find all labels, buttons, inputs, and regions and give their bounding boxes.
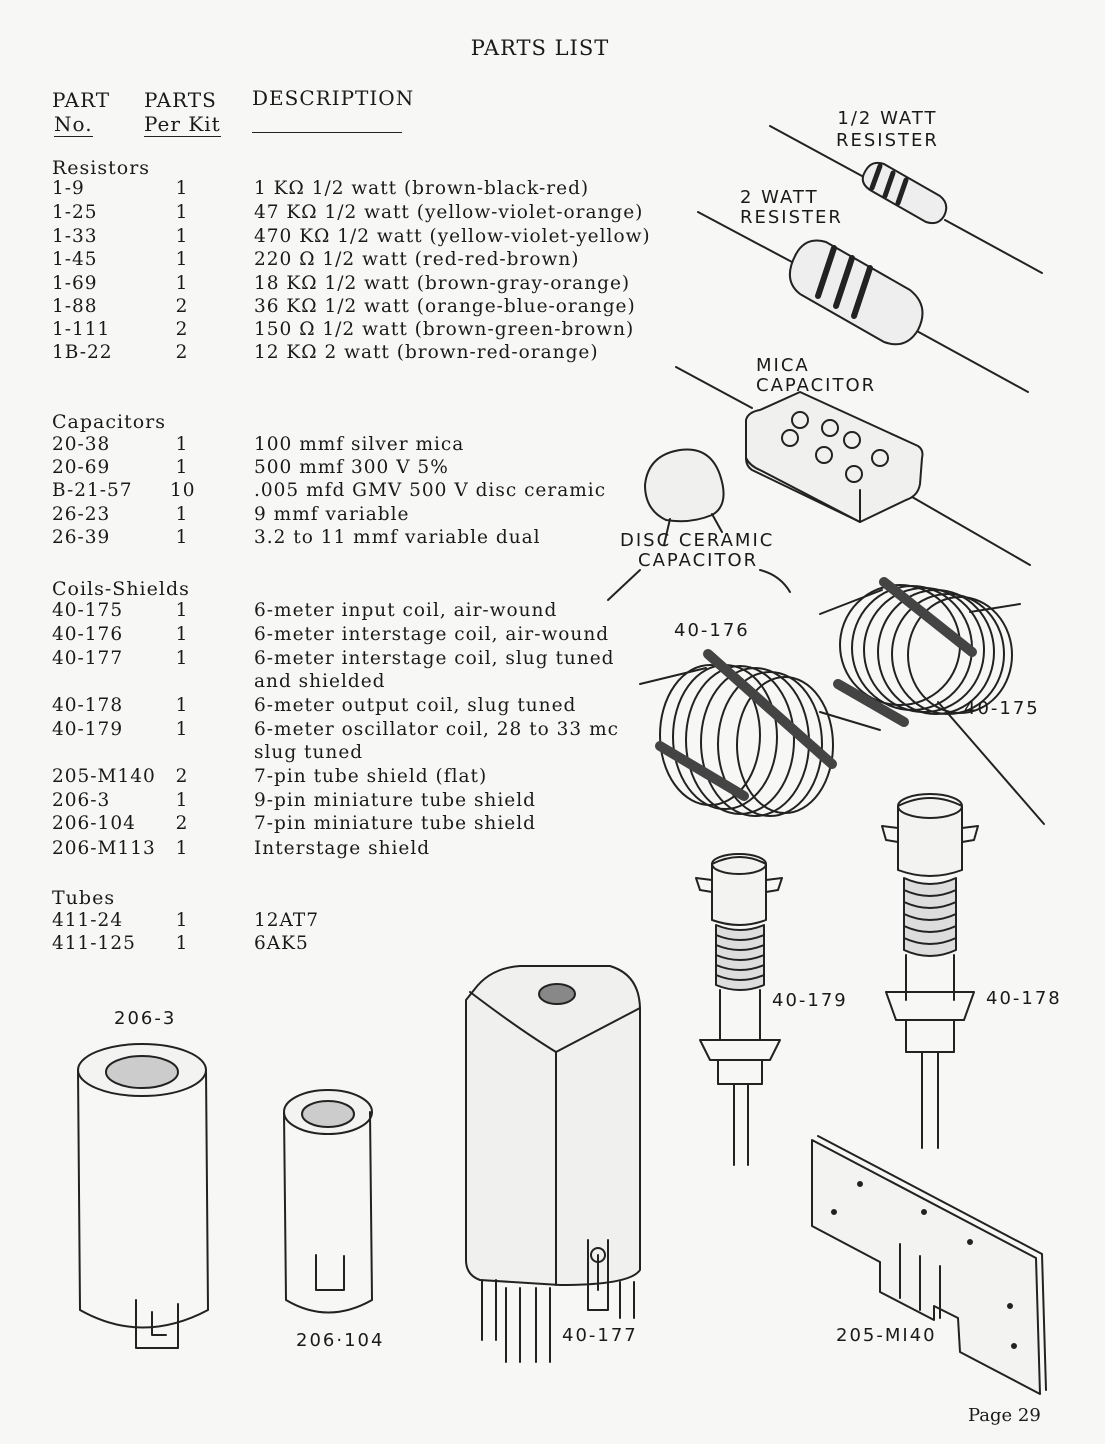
label-half-watt: 1/2 WATT RESISTER xyxy=(836,108,939,151)
label-plate-205-m140: 205-MI40 xyxy=(836,1325,937,1346)
header-parts-line1: PARTS xyxy=(144,88,217,112)
header-part-line1: PART xyxy=(52,88,111,112)
can-40-177-drawing xyxy=(466,966,640,1362)
plate-205-m140-drawing xyxy=(812,1136,1046,1394)
coil-40-179-drawing xyxy=(696,854,782,1165)
section-title-resistors: Resistors xyxy=(52,157,151,179)
coil-40-178-drawing xyxy=(882,794,978,1148)
label-two-watt: 2 WATT RESISTER xyxy=(740,187,843,228)
header-part-line2: No. xyxy=(54,112,93,136)
page-number: Page 29 xyxy=(968,1405,1041,1426)
label-coil-40-176: 40-176 xyxy=(674,620,750,641)
label-coil-40-175: 40-175 xyxy=(964,698,1040,719)
shield-206-104-drawing xyxy=(284,1090,372,1313)
section-title-tubes: Tubes xyxy=(52,887,116,909)
page-title: PARTS LIST xyxy=(470,36,610,60)
label-shield-206-104: 206·104 xyxy=(296,1330,385,1351)
label-can-40-177: 40-177 xyxy=(562,1325,638,1346)
header-description-text: DESCRIPTION xyxy=(252,86,415,110)
label-coil-40-179: 40-179 xyxy=(772,990,848,1011)
label-coil-40-178: 40-178 xyxy=(986,988,1062,1009)
header-parts-line2: Per Kit xyxy=(144,112,221,136)
coil-40-176-drawing xyxy=(640,654,880,816)
section-title-coils-shields: Coils-Shields xyxy=(52,578,190,600)
label-shield-206-3: 206-3 xyxy=(114,1008,177,1029)
label-mica: MICA CAPACITOR xyxy=(756,355,877,396)
shield-206-3-drawing xyxy=(78,1044,208,1348)
label-disc-ceramic: DISC CERAMIC CAPACITOR xyxy=(620,530,775,571)
section-title-capacitors: Capacitors xyxy=(52,411,166,433)
